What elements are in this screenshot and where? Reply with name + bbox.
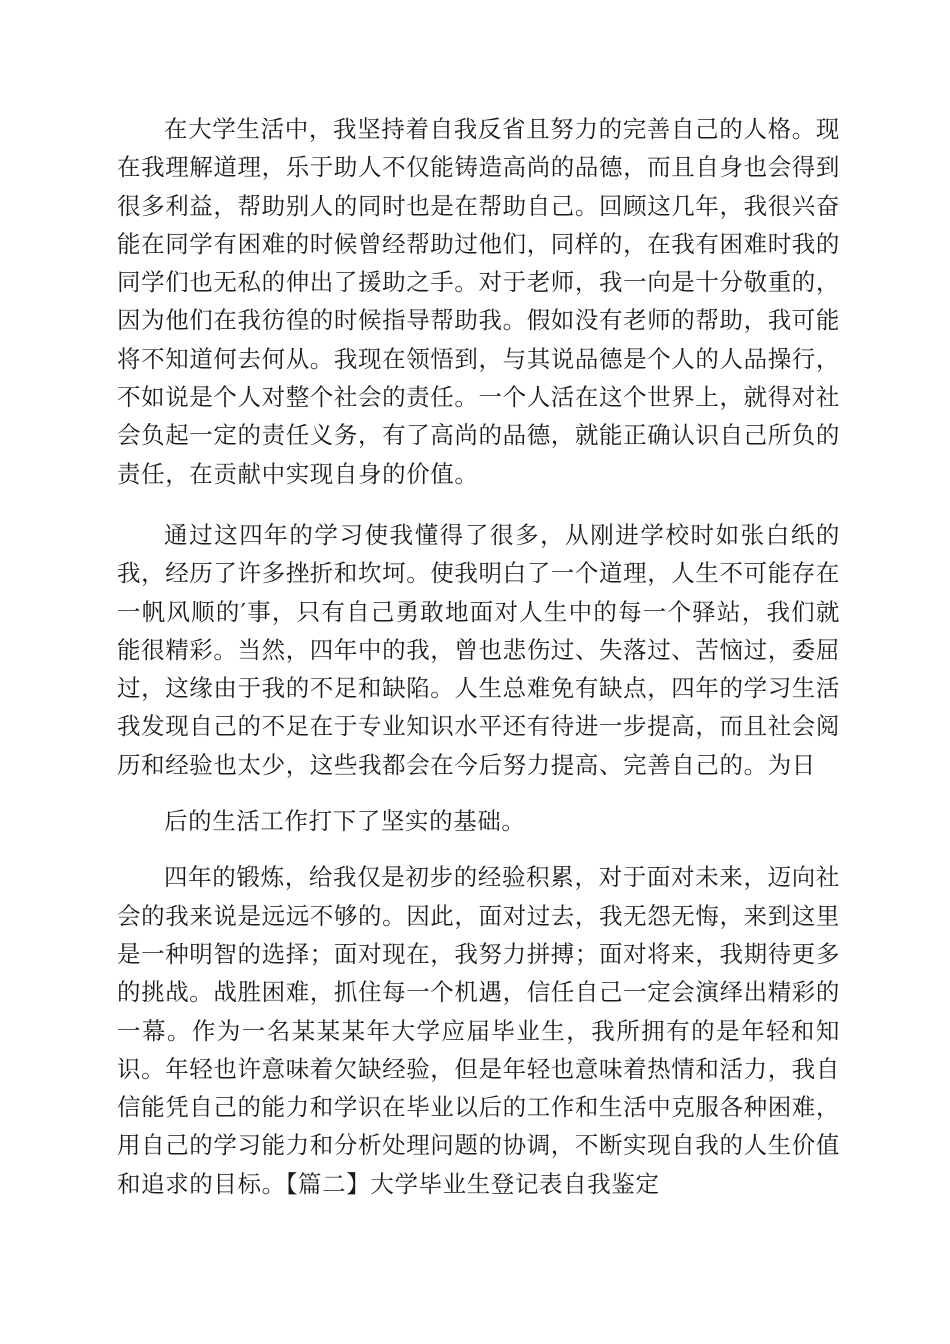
paragraph-future-outlook: 四年的锻炼，给我仅是初步的经验积累，对于面对未来，迈向社会的我来说是远远不够的。因此，面对过去，我无怨无悔，来到这里是一种明智的选择；面对现在，我努力拼搏；面对将来，我期待更多的挑战。战胜困难，抓住每一个机遇，信任自己一定会演绎出精彩的一幕。作为一名某某某年大学应届毕业生，我所拥有的是年轻和知识。年轻也许意味着欠缺经验，但是年轻也意味着热情和活力，我自信能凭自己的能力和学识在毕业以后的工作和生活中克服各种困难，用自己的学习能力和分析处理问题的协调，不断实现自我的人生价值和追求的目标。【篇二】大学毕业生登记表自我鉴定 [117, 863, 840, 1198]
document-body [117, 110, 840, 1203]
paragraph-four-years-learning: 通过这四年的学习使我懂得了很多，从刚进学校时如张白纸的我，经历了许多挫折和坎坷。使我明白了一个道理，人生不可能存在一帆风顺的′事，只有自己勇敢地面对人生中的每一个驿站，我们就能很精彩。当然，四年中的我，曾也悲伤过、失落过、苦恼过，委屈过，这缘由于我的不足和缺陷。人生总难免有缺点，四年的学习生活我发现自己的不足在于专业知识水平还有待进一步提高，而且社会阅历和经验也太少，这些我都会在今后努力提高、完善自己的。为日 [117, 520, 840, 779]
paragraph-moral-character: 在大学生活中，我坚持着自我反省且努力的完善自己的人格。现在我理解道理，乐于助人不仅能铸造高尚的品德，而且自身也会得到很多利益，帮助别人的同时也是在帮助自己。回顾这几年，我很兴奋能在同学有困难的时候曾经帮助过他们，同样的，在我有困难时我的同学们也无私的伸出了援助之手。对于老师，我一向是十分敬重的，因为他们在我彷徨的时候指导帮助我。假如没有老师的帮助，我可能将不知道何去何从。我现在领悟到，与其说品德是个人的人品操行，不如说是个人对整个社会的责任。一个人活在这个世界上，就得对社会负起一定的责任义务，有了高尚的品德，就能正确认识自己所负的责任，在贡献中实现自身的价值。 [117, 115, 840, 488]
paragraph-foundation: 后的生活工作打下了坚实的基础。 [164, 807, 526, 836]
